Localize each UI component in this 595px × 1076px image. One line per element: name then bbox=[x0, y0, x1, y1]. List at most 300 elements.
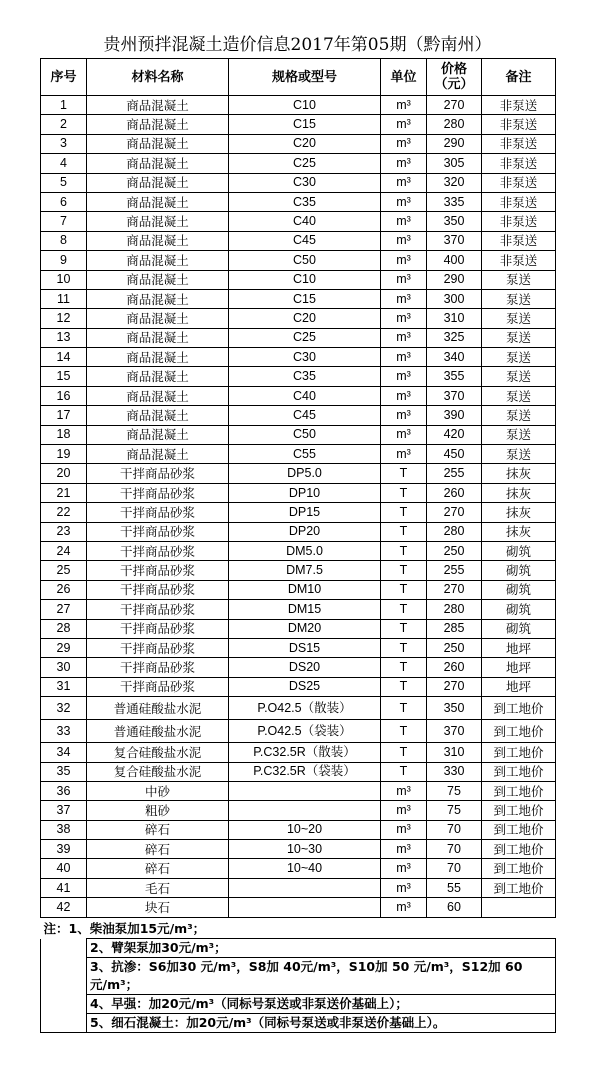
cell-unit: m³ bbox=[381, 115, 427, 134]
cell-remark bbox=[482, 898, 556, 917]
cell-price: 260 bbox=[427, 483, 482, 502]
cell-name: 普通硅酸盐水泥 bbox=[87, 697, 229, 720]
cell-no: 35 bbox=[41, 762, 87, 781]
cell-no: 26 bbox=[41, 580, 87, 599]
table-row bbox=[41, 638, 556, 657]
cell-unit: m³ bbox=[381, 898, 427, 917]
cell-unit: T bbox=[381, 522, 427, 541]
cell-spec: DM15 bbox=[229, 600, 381, 619]
table-row bbox=[41, 762, 556, 781]
table-row bbox=[41, 840, 556, 859]
cell-no: 22 bbox=[41, 503, 87, 522]
cell-remark: 地坪 bbox=[482, 677, 556, 696]
cell-unit: m³ bbox=[381, 212, 427, 231]
cell-no: 32 bbox=[41, 697, 87, 720]
cell-price: 75 bbox=[427, 801, 482, 820]
cell-name: 商品混凝土 bbox=[87, 425, 229, 444]
cell-price: 300 bbox=[427, 289, 482, 308]
table-row bbox=[41, 251, 556, 270]
cell-unit: m³ bbox=[381, 348, 427, 367]
cell-spec bbox=[229, 801, 381, 820]
table-row bbox=[41, 720, 556, 743]
cell-remark: 非泵送 bbox=[482, 192, 556, 211]
table-row bbox=[41, 192, 556, 211]
table-row bbox=[41, 115, 556, 134]
cell-name: 商品混凝土 bbox=[87, 212, 229, 231]
cell-name: 商品混凝土 bbox=[87, 173, 229, 192]
cell-spec: DM10 bbox=[229, 580, 381, 599]
cell-no: 6 bbox=[41, 192, 87, 211]
cell-unit: T bbox=[381, 762, 427, 781]
header-spec: 规格或型号 bbox=[229, 59, 381, 96]
cell-price: 280 bbox=[427, 600, 482, 619]
cell-no: 28 bbox=[41, 619, 87, 638]
table-row bbox=[41, 898, 556, 917]
cell-name: 商品混凝土 bbox=[87, 386, 229, 405]
cell-spec: 10~40 bbox=[229, 859, 381, 878]
cell-no: 27 bbox=[41, 600, 87, 619]
cell-remark: 砌筑 bbox=[482, 541, 556, 560]
cell-name: 粗砂 bbox=[87, 801, 229, 820]
cell-remark: 泵送 bbox=[482, 309, 556, 328]
table-row bbox=[41, 483, 556, 502]
table-row bbox=[41, 425, 556, 444]
table-row bbox=[41, 406, 556, 425]
cell-price: 280 bbox=[427, 522, 482, 541]
table-row bbox=[41, 173, 556, 192]
note-1: 1、柴油泵加15元/m³； bbox=[68, 921, 206, 936]
cell-unit: T bbox=[381, 561, 427, 580]
cell-price: 270 bbox=[427, 677, 482, 696]
cell-name: 商品混凝土 bbox=[87, 154, 229, 173]
cell-remark: 非泵送 bbox=[482, 173, 556, 192]
cell-price: 450 bbox=[427, 445, 482, 464]
cell-unit: m³ bbox=[381, 840, 427, 859]
table-row bbox=[41, 328, 556, 347]
cell-name: 干拌商品砂浆 bbox=[87, 638, 229, 657]
cell-spec: DP15 bbox=[229, 503, 381, 522]
header-name: 材料名称 bbox=[87, 59, 229, 96]
table-row bbox=[41, 781, 556, 800]
cell-name: 商品混凝土 bbox=[87, 348, 229, 367]
cell-unit: m³ bbox=[381, 270, 427, 289]
cell-unit: T bbox=[381, 720, 427, 743]
cell-unit: m³ bbox=[381, 386, 427, 405]
table-row bbox=[41, 270, 556, 289]
cell-no: 25 bbox=[41, 561, 87, 580]
cell-name: 商品混凝土 bbox=[87, 406, 229, 425]
cell-remark: 非泵送 bbox=[482, 212, 556, 231]
cell-no: 13 bbox=[41, 328, 87, 347]
table-row bbox=[41, 289, 556, 308]
cell-remark: 泵送 bbox=[482, 289, 556, 308]
cell-price: 70 bbox=[427, 820, 482, 839]
table-row bbox=[41, 878, 556, 897]
cell-spec: 10~20 bbox=[229, 820, 381, 839]
cell-spec: DS20 bbox=[229, 658, 381, 677]
table-row bbox=[41, 348, 556, 367]
cell-spec: DM7.5 bbox=[229, 561, 381, 580]
header-unit: 单位 bbox=[381, 59, 427, 96]
cell-price: 250 bbox=[427, 541, 482, 560]
cell-no: 14 bbox=[41, 348, 87, 367]
cell-price: 260 bbox=[427, 658, 482, 677]
cell-name: 商品混凝土 bbox=[87, 445, 229, 464]
cell-unit: m³ bbox=[381, 425, 427, 444]
cell-remark: 泵送 bbox=[482, 406, 556, 425]
cell-name: 商品混凝土 bbox=[87, 251, 229, 270]
cell-spec: C20 bbox=[229, 134, 381, 153]
cell-no: 1 bbox=[41, 96, 87, 115]
cell-unit: m³ bbox=[381, 289, 427, 308]
cell-no: 40 bbox=[41, 859, 87, 878]
cell-name: 复合硅酸盐水泥 bbox=[87, 762, 229, 781]
cell-price: 305 bbox=[427, 154, 482, 173]
header-price-line1: 价格 bbox=[440, 62, 467, 77]
cell-remark: 到工地价 bbox=[482, 878, 556, 897]
cell-spec: DP5.0 bbox=[229, 464, 381, 483]
cell-unit: T bbox=[381, 600, 427, 619]
cell-spec: C40 bbox=[229, 386, 381, 405]
cell-name: 中砂 bbox=[87, 781, 229, 800]
cell-remark: 抹灰 bbox=[482, 464, 556, 483]
table-row bbox=[41, 820, 556, 839]
table-row bbox=[41, 743, 556, 762]
page-title: 贵州预拌混凝土造价信息2017年第05期（黔南州） bbox=[103, 35, 492, 55]
cell-name: 干拌商品砂浆 bbox=[87, 561, 229, 580]
cell-price: 70 bbox=[427, 859, 482, 878]
cell-remark: 非泵送 bbox=[482, 231, 556, 250]
table-row bbox=[41, 522, 556, 541]
table-row bbox=[41, 309, 556, 328]
table-row bbox=[41, 677, 556, 696]
cell-price: 390 bbox=[427, 406, 482, 425]
cell-remark: 到工地价 bbox=[482, 859, 556, 878]
cell-remark: 到工地价 bbox=[482, 820, 556, 839]
cell-spec: C40 bbox=[229, 212, 381, 231]
cell-no: 18 bbox=[41, 425, 87, 444]
cell-remark: 地坪 bbox=[482, 638, 556, 657]
header-price-line2: （元） bbox=[434, 77, 474, 92]
cell-unit: T bbox=[381, 638, 427, 657]
cell-no: 9 bbox=[41, 251, 87, 270]
cell-price: 340 bbox=[427, 348, 482, 367]
cell-price: 370 bbox=[427, 231, 482, 250]
cell-spec: DP10 bbox=[229, 483, 381, 502]
cell-name: 商品混凝土 bbox=[87, 289, 229, 308]
cell-no: 31 bbox=[41, 677, 87, 696]
cell-price: 270 bbox=[427, 580, 482, 599]
cell-unit: T bbox=[381, 483, 427, 502]
cell-spec: C10 bbox=[229, 96, 381, 115]
cell-unit: T bbox=[381, 619, 427, 638]
cell-no: 11 bbox=[41, 289, 87, 308]
cell-name: 商品混凝土 bbox=[87, 96, 229, 115]
table-row bbox=[41, 445, 556, 464]
cell-unit: T bbox=[381, 658, 427, 677]
cell-spec: DS25 bbox=[229, 677, 381, 696]
cell-no: 16 bbox=[41, 386, 87, 405]
cell-name: 商品混凝土 bbox=[87, 270, 229, 289]
table-row bbox=[41, 697, 556, 720]
cell-price: 285 bbox=[427, 619, 482, 638]
cell-unit: m³ bbox=[381, 406, 427, 425]
cell-price: 370 bbox=[427, 720, 482, 743]
cell-remark: 抹灰 bbox=[482, 483, 556, 502]
cell-name: 干拌商品砂浆 bbox=[87, 658, 229, 677]
cell-no: 21 bbox=[41, 483, 87, 502]
cell-remark: 到工地价 bbox=[482, 697, 556, 720]
cell-remark: 泵送 bbox=[482, 328, 556, 347]
cell-no: 2 bbox=[41, 115, 87, 134]
cell-price: 60 bbox=[427, 898, 482, 917]
cell-price: 255 bbox=[427, 464, 482, 483]
cell-price: 325 bbox=[427, 328, 482, 347]
cell-no: 39 bbox=[41, 840, 87, 859]
cell-unit: T bbox=[381, 580, 427, 599]
table-row bbox=[41, 658, 556, 677]
table-row bbox=[41, 212, 556, 231]
table-row bbox=[41, 154, 556, 173]
cell-spec: C10 bbox=[229, 270, 381, 289]
cell-no: 29 bbox=[41, 638, 87, 657]
cell-no: 10 bbox=[41, 270, 87, 289]
cell-spec bbox=[229, 878, 381, 897]
cell-remark: 泵送 bbox=[482, 445, 556, 464]
cell-price: 420 bbox=[427, 425, 482, 444]
cell-no: 34 bbox=[41, 743, 87, 762]
cell-name: 商品混凝土 bbox=[87, 115, 229, 134]
table-row bbox=[41, 96, 556, 115]
cell-name: 商品混凝土 bbox=[87, 328, 229, 347]
cell-remark: 抹灰 bbox=[482, 522, 556, 541]
cell-price: 290 bbox=[427, 270, 482, 289]
cell-no: 38 bbox=[41, 820, 87, 839]
cell-spec: C50 bbox=[229, 425, 381, 444]
cell-unit: m³ bbox=[381, 251, 427, 270]
cell-price: 350 bbox=[427, 212, 482, 231]
cell-name: 商品混凝土 bbox=[87, 309, 229, 328]
cell-name: 干拌商品砂浆 bbox=[87, 580, 229, 599]
note-5: 5、细石混凝土：加20元/m³（同标号泵送或非泵送价基础上）。 bbox=[87, 1014, 556, 1033]
cell-price: 400 bbox=[427, 251, 482, 270]
table-row bbox=[41, 367, 556, 386]
cell-remark: 非泵送 bbox=[482, 134, 556, 153]
price-table bbox=[40, 58, 556, 918]
cell-price: 270 bbox=[427, 503, 482, 522]
cell-spec bbox=[229, 781, 381, 800]
cell-remark: 非泵送 bbox=[482, 251, 556, 270]
cell-remark: 砌筑 bbox=[482, 619, 556, 638]
cell-spec: C45 bbox=[229, 406, 381, 425]
cell-no: 42 bbox=[41, 898, 87, 917]
notes-table bbox=[40, 920, 556, 1033]
cell-no: 7 bbox=[41, 212, 87, 231]
cell-no: 36 bbox=[41, 781, 87, 800]
table-row bbox=[41, 801, 556, 820]
cell-price: 355 bbox=[427, 367, 482, 386]
cell-price: 310 bbox=[427, 743, 482, 762]
cell-name: 商品混凝土 bbox=[87, 192, 229, 211]
cell-spec: 10~30 bbox=[229, 840, 381, 859]
table-row bbox=[41, 231, 556, 250]
cell-unit: m³ bbox=[381, 878, 427, 897]
cell-unit: m³ bbox=[381, 309, 427, 328]
cell-unit: m³ bbox=[381, 96, 427, 115]
cell-name: 商品混凝土 bbox=[87, 134, 229, 153]
cell-name: 毛石 bbox=[87, 878, 229, 897]
cell-remark: 泵送 bbox=[482, 367, 556, 386]
cell-name: 干拌商品砂浆 bbox=[87, 677, 229, 696]
cell-remark: 非泵送 bbox=[482, 96, 556, 115]
cell-name: 商品混凝土 bbox=[87, 367, 229, 386]
table-row bbox=[41, 619, 556, 638]
cell-remark: 到工地价 bbox=[482, 762, 556, 781]
cell-spec: C50 bbox=[229, 251, 381, 270]
notes-lead-cell bbox=[41, 939, 87, 1033]
cell-no: 24 bbox=[41, 541, 87, 560]
cell-price: 75 bbox=[427, 781, 482, 800]
cell-no: 19 bbox=[41, 445, 87, 464]
cell-name: 碎石 bbox=[87, 859, 229, 878]
cell-name: 干拌商品砂浆 bbox=[87, 541, 229, 560]
cell-price: 55 bbox=[427, 878, 482, 897]
cell-price: 320 bbox=[427, 173, 482, 192]
cell-price: 350 bbox=[427, 697, 482, 720]
cell-name: 碎石 bbox=[87, 820, 229, 839]
cell-unit: T bbox=[381, 743, 427, 762]
cell-spec: C15 bbox=[229, 289, 381, 308]
cell-no: 5 bbox=[41, 173, 87, 192]
cell-no: 37 bbox=[41, 801, 87, 820]
cell-price: 255 bbox=[427, 561, 482, 580]
cell-no: 3 bbox=[41, 134, 87, 153]
table-row bbox=[41, 464, 556, 483]
cell-price: 335 bbox=[427, 192, 482, 211]
cell-spec: P.C32.5R（散装） bbox=[229, 743, 381, 762]
cell-spec: C20 bbox=[229, 309, 381, 328]
cell-name: 复合硅酸盐水泥 bbox=[87, 743, 229, 762]
cell-spec: C35 bbox=[229, 192, 381, 211]
table-row bbox=[41, 134, 556, 153]
cell-name: 商品混凝土 bbox=[87, 231, 229, 250]
cell-remark: 砌筑 bbox=[482, 600, 556, 619]
cell-remark: 到工地价 bbox=[482, 781, 556, 800]
cell-unit: T bbox=[381, 697, 427, 720]
cell-remark: 地坪 bbox=[482, 658, 556, 677]
table-row bbox=[41, 541, 556, 560]
cell-spec: DM20 bbox=[229, 619, 381, 638]
cell-unit: T bbox=[381, 541, 427, 560]
cell-price: 330 bbox=[427, 762, 482, 781]
cell-remark: 砌筑 bbox=[482, 561, 556, 580]
cell-unit: T bbox=[381, 677, 427, 696]
cell-name: 干拌商品砂浆 bbox=[87, 503, 229, 522]
cell-price: 250 bbox=[427, 638, 482, 657]
cell-name: 块石 bbox=[87, 898, 229, 917]
cell-no: 12 bbox=[41, 309, 87, 328]
cell-unit: m³ bbox=[381, 859, 427, 878]
cell-no: 23 bbox=[41, 522, 87, 541]
cell-name: 干拌商品砂浆 bbox=[87, 600, 229, 619]
cell-spec: C30 bbox=[229, 173, 381, 192]
cell-name: 碎石 bbox=[87, 840, 229, 859]
cell-spec: DS15 bbox=[229, 638, 381, 657]
cell-remark: 泵送 bbox=[482, 386, 556, 405]
cell-spec: C55 bbox=[229, 445, 381, 464]
cell-remark: 泵送 bbox=[482, 425, 556, 444]
cell-spec: DP20 bbox=[229, 522, 381, 541]
cell-unit: m³ bbox=[381, 173, 427, 192]
cell-remark: 到工地价 bbox=[482, 743, 556, 762]
cell-no: 4 bbox=[41, 154, 87, 173]
cell-no: 33 bbox=[41, 720, 87, 743]
header-no: 序号 bbox=[41, 59, 87, 96]
cell-spec bbox=[229, 898, 381, 917]
table-row bbox=[41, 386, 556, 405]
note-3: 3、抗渗：S6加30 元/m³，S8加 40元/m³，S10加 50 元/m³，S12加 60元/m³； bbox=[87, 958, 556, 995]
header-remark: 备注 bbox=[482, 59, 556, 96]
cell-remark: 泵送 bbox=[482, 348, 556, 367]
header-row bbox=[41, 59, 556, 96]
cell-no: 30 bbox=[41, 658, 87, 677]
cell-no: 20 bbox=[41, 464, 87, 483]
cell-remark: 非泵送 bbox=[482, 115, 556, 134]
cell-unit: m³ bbox=[381, 192, 427, 211]
table-row bbox=[41, 859, 556, 878]
note-line-1 bbox=[41, 920, 556, 939]
cell-name: 干拌商品砂浆 bbox=[87, 619, 229, 638]
header-price bbox=[427, 59, 482, 96]
table-row bbox=[41, 561, 556, 580]
note-2: 2、臂架泵加30元/m³； bbox=[87, 939, 556, 958]
cell-price: 370 bbox=[427, 386, 482, 405]
cell-no: 15 bbox=[41, 367, 87, 386]
cell-unit: m³ bbox=[381, 445, 427, 464]
cell-remark: 到工地价 bbox=[482, 801, 556, 820]
cell-name: 干拌商品砂浆 bbox=[87, 522, 229, 541]
cell-name: 干拌商品砂浆 bbox=[87, 483, 229, 502]
cell-spec: C35 bbox=[229, 367, 381, 386]
cell-spec: P.O42.5（袋装） bbox=[229, 720, 381, 743]
notes-lead: 注： bbox=[43, 921, 69, 936]
cell-spec: C30 bbox=[229, 348, 381, 367]
table-row bbox=[41, 600, 556, 619]
cell-spec: C25 bbox=[229, 328, 381, 347]
cell-unit: T bbox=[381, 503, 427, 522]
cell-remark: 非泵送 bbox=[482, 154, 556, 173]
cell-spec: P.C32.5R（袋装） bbox=[229, 762, 381, 781]
cell-remark: 抹灰 bbox=[482, 503, 556, 522]
cell-unit: m³ bbox=[381, 328, 427, 347]
cell-name: 普通硅酸盐水泥 bbox=[87, 720, 229, 743]
cell-price: 270 bbox=[427, 96, 482, 115]
cell-price: 310 bbox=[427, 309, 482, 328]
cell-unit: m³ bbox=[381, 154, 427, 173]
cell-unit: m³ bbox=[381, 231, 427, 250]
cell-remark: 到工地价 bbox=[482, 840, 556, 859]
cell-no: 8 bbox=[41, 231, 87, 250]
table-row bbox=[41, 580, 556, 599]
cell-name: 干拌商品砂浆 bbox=[87, 464, 229, 483]
cell-spec: P.O42.5（散装） bbox=[229, 697, 381, 720]
cell-unit: m³ bbox=[381, 801, 427, 820]
cell-price: 290 bbox=[427, 134, 482, 153]
table-body bbox=[41, 96, 556, 918]
cell-spec: DM5.0 bbox=[229, 541, 381, 560]
cell-unit: m³ bbox=[381, 781, 427, 800]
cell-spec: C25 bbox=[229, 154, 381, 173]
